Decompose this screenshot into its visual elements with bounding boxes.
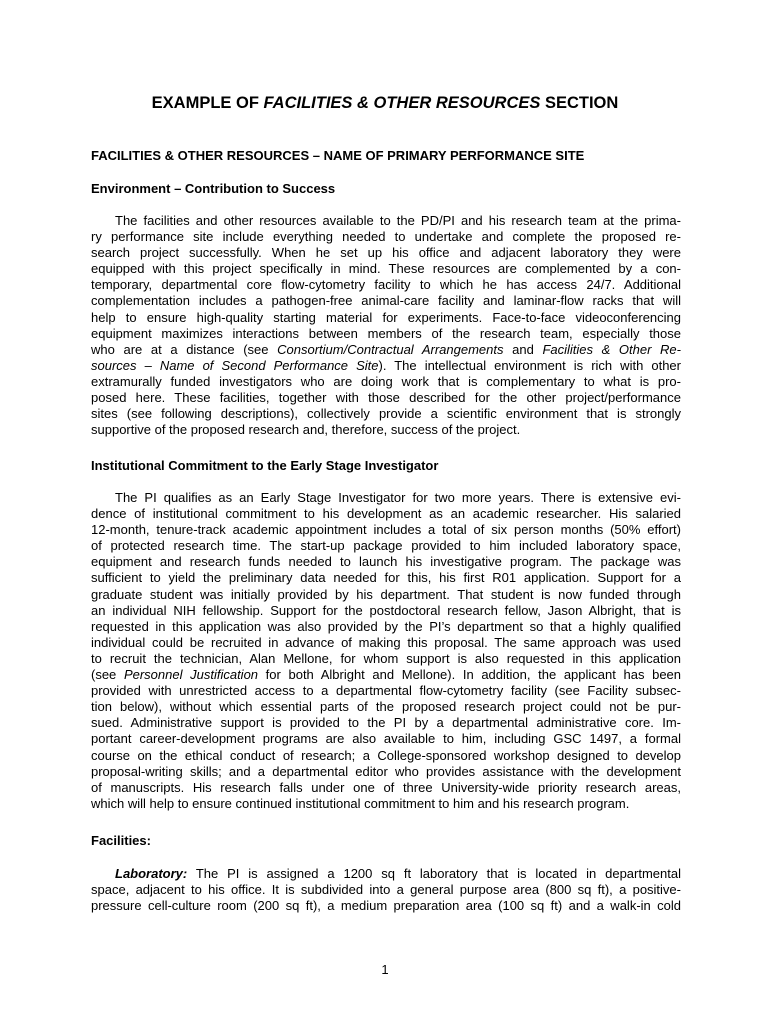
environment-paragraph [91,213,681,438]
text-run: (see [91,667,124,683]
title-italic: FACILITIES & OTHER RESOURCES [263,94,541,112]
paragraph-line: 12-month, tenure-track academic appointment includes a total of six person months (50% effort) [91,522,681,538]
paragraph-line [91,667,681,683]
paragraph-line: complementation includes a pathogen-free animal-care facility and laminar-flow racks that will [91,293,681,309]
paragraph-line: The facilities and other resources available to the PD/PI and his research team at the prima- [115,213,681,228]
italic-run: Personnel Justification [123,667,259,683]
paragraph-line: sufficient to yield the preliminary data needed for this, his first R01 application. Support for a [91,570,681,586]
facilities-heading: Facilities: [91,833,151,848]
paragraph-line: help to ensure high-quality starting material for experiments. Face-to-face videoconferencing [91,309,681,325]
page-number: 1 [381,962,389,977]
paragraph-line: portant career-development programs are also available to him, including GSC 1497, a formal [91,731,681,747]
paragraph-line: The PI qualifies as an Early Stage Investigator for two more years. There is extensive evi- [115,490,681,505]
paragraph-line: proposal-writing skills; and a departmental editor who provides assistance with the development [91,763,681,779]
italic-run: Consortium/Contractual Arrangements [277,341,504,357]
paragraph-line: of protected research time. The start-up package provided to him included laboratory space, [91,538,681,554]
paragraph-line: posed here. These facilities, together with those described for the other project/performance [91,390,681,406]
paragraph-line [91,866,681,882]
page-title [0,92,770,114]
paragraph-line: supportive of the proposed research and, therefore, success of the project. [91,422,521,438]
paragraph-line: which will help to ensure continued institutional commitment to him and his research program. [91,795,630,811]
paragraph-line: tion below), without which essential parts of the proposed research project could not be pur- [91,699,681,715]
paragraph-line: requested in this application was also provided by the PI’s department so that a highly qualified [91,618,681,634]
facilities-paragraph [91,866,681,914]
paragraph-line: individual could be recruited in advance of making this proposal. The same approach was used [91,634,681,650]
paragraph-line: extramurally funded investigators who are doing work that is complementary to what is pro- [91,373,681,389]
paragraph-line: equipped with this project specifically in mind. These resources are complemented by a con- [91,261,681,277]
paragraph-line: sites (see following descriptions), collectively provide a scientific environment that is strongly [91,406,681,422]
commitment-heading: Institutional Commitment to the Early Stage Investigator [91,458,439,473]
text-run: who are at a distance (see [91,341,278,357]
paragraph-line: to recruit the technician, Alan Mellone, for whom support is also requested in this application [91,650,681,666]
environment-heading: Environment – Contribution to Success [91,181,336,196]
paragraph-line: equipment and research funds needed to launch his investigative program. The package was [91,554,681,570]
text-run: ). The intellectual environment is rich with other [378,357,681,373]
text-run: for both Albright and Mellone). In addition, the applicant has been [258,667,682,683]
italic-run: Facilities & Other Re- [542,341,681,357]
paragraph-line [91,358,681,374]
paragraph-line: provided with unrestricted access to a departmental flow-cytometry facility (see Facility subsec- [91,683,681,699]
paragraph-line: graduate student was initially provided by his department. That student is now funded through [91,586,681,602]
italic-run: sources – Name of Second Performance Site [91,357,379,373]
text-run: and [503,341,543,357]
paragraph-line: course on the ethical conduct of research; a College-sponsored workshop designed to develop [91,747,681,763]
paragraph-line: ry performance site include everything needed to undertake and complete the proposed re- [91,229,681,245]
commitment-paragraph [91,490,681,812]
title-prefix: EXAMPLE OF [151,94,264,112]
paragraph-line: search project successfully. When he set up his office and adjacent laboratory they were [91,245,681,261]
text-run: The PI is assigned a 1200 sq ft laboratory that is located in departmental [187,866,681,881]
paragraph-line: temporary, departmental core flow-cytometry facility to which he has access 24/7. Additional [91,277,681,293]
paragraph-line: of manuscripts. His research falls under one of three University-wide priority research areas, [91,779,681,795]
paragraph-line: space, adjacent to his office. It is subdivided into a general purpose area (800 sq ft), a positive- [91,882,681,898]
paragraph-line [91,342,681,358]
paragraph-line: equipment maximizes interactions between members of the research team, especially those [91,325,681,341]
paragraph-line: dence of institutional commitment to his development as an academic researcher. His salaried [91,506,681,522]
laboratory-label: Laboratory: [115,866,188,881]
title-suffix: SECTION [540,94,619,112]
paragraph-line: sued. Administrative support is provided to the PI by a departmental administrative core. Im- [91,715,681,731]
paragraph-line: pressure cell-culture room (200 sq ft), a medium preparation area (100 sq ft) and a walk-in cold [91,898,681,914]
paragraph-line: an individual NIH fellowship. Support for the postdoctoral research fellow, Jason Albright, that is [91,602,681,618]
section-heading: FACILITIES & OTHER RESOURCES – NAME OF PRIMARY PERFORMANCE SITE [91,148,585,163]
